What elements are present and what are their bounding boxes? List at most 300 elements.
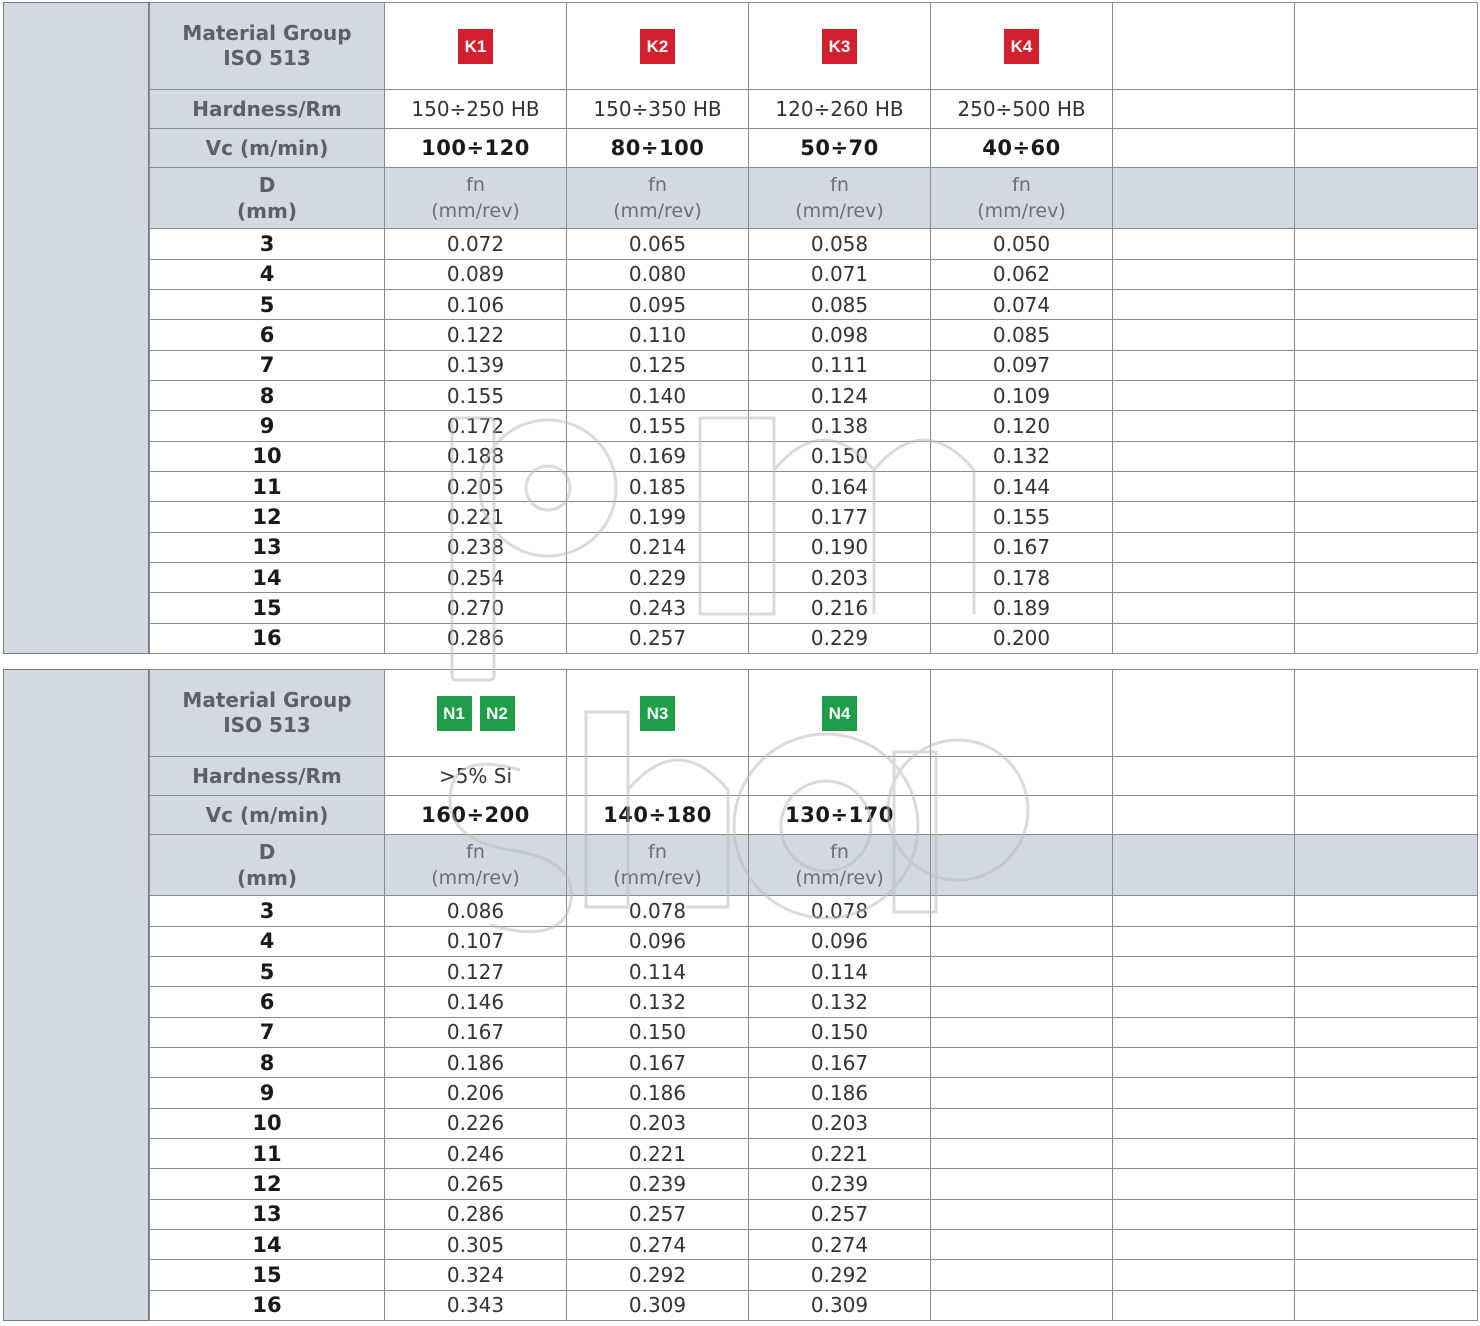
feed-value: 0.085 — [749, 289, 931, 319]
feed-header — [567, 835, 749, 896]
feed-unit: (mm/rev) — [795, 867, 884, 890]
empty-cell — [1113, 896, 1295, 926]
diameter-symbol: D — [258, 840, 276, 865]
empty-cell — [1113, 1169, 1295, 1199]
badge-cell — [385, 670, 567, 757]
feed-value: 0.167 — [749, 1047, 931, 1077]
table-row — [150, 1169, 1478, 1199]
feed-value: 0.106 — [385, 289, 567, 319]
feed-rows-k — [150, 229, 1478, 654]
empty-cell — [931, 1199, 1113, 1229]
feed-value: 0.286 — [385, 623, 567, 653]
diameter-value: 14 — [150, 1229, 385, 1259]
feed-rows-n — [150, 896, 1478, 1321]
empty-cell — [931, 1138, 1113, 1168]
cutting-data-table-n — [3, 669, 1477, 1321]
diameter-header — [150, 168, 385, 229]
feed-value: 0.265 — [385, 1169, 567, 1199]
vc-value: 140÷180 — [567, 796, 749, 835]
table-row — [150, 1260, 1478, 1290]
empty-header-cell — [1295, 168, 1478, 229]
empty-cell — [1113, 1047, 1295, 1077]
empty-cell — [1113, 623, 1295, 653]
material-badge-k3: K3 — [822, 29, 857, 64]
empty-cell — [1295, 1047, 1478, 1077]
feed-header — [749, 835, 931, 896]
feed-value: 0.071 — [749, 259, 931, 289]
feed-value: 0.246 — [385, 1138, 567, 1168]
feed-value: 0.111 — [749, 350, 931, 380]
empty-cell — [1295, 987, 1478, 1017]
feed-value: 0.203 — [567, 1108, 749, 1138]
feed-value: 0.274 — [567, 1229, 749, 1259]
vc-value: 130÷170 — [749, 796, 931, 835]
feed-value: 0.139 — [385, 350, 567, 380]
empty-cell — [1113, 593, 1295, 623]
feed-value: 0.122 — [385, 320, 567, 350]
empty-cell — [931, 1229, 1113, 1259]
vc-value: 40÷60 — [931, 129, 1113, 168]
diameter-value: 3 — [150, 229, 385, 259]
table-row — [150, 1017, 1478, 1047]
feed-value: 0.074 — [931, 289, 1113, 319]
feed-value: 0.221 — [385, 502, 567, 532]
diameter-value: 12 — [150, 1169, 385, 1199]
feed-value: 0.274 — [749, 1229, 931, 1259]
feed-value: 0.343 — [385, 1290, 567, 1320]
feed-value: 0.190 — [749, 532, 931, 562]
empty-cell — [1295, 471, 1478, 501]
empty-cell — [1295, 796, 1478, 835]
empty-cell — [931, 757, 1113, 796]
feed-value: 0.221 — [567, 1138, 749, 1168]
diameter-value: 16 — [150, 1290, 385, 1320]
material-group-label — [150, 670, 385, 757]
feed-value: 0.286 — [385, 1199, 567, 1229]
badge-cell — [931, 3, 1113, 90]
empty-cell — [1113, 411, 1295, 441]
table-row — [150, 259, 1478, 289]
left-sidebar-band — [3, 2, 149, 654]
feed-value: 0.257 — [567, 1199, 749, 1229]
empty-cell — [1113, 1017, 1295, 1047]
empty-cell — [1113, 562, 1295, 592]
vc-value: 100÷120 — [385, 129, 567, 168]
feed-unit: (mm/rev) — [795, 200, 884, 223]
material-group-text: Material Group — [182, 21, 352, 46]
feed-value: 0.150 — [567, 1017, 749, 1047]
empty-cell — [1295, 896, 1478, 926]
empty-cell — [1295, 593, 1478, 623]
feed-value: 0.167 — [385, 1017, 567, 1047]
feed-value: 0.124 — [749, 380, 931, 410]
empty-header-cell — [931, 835, 1113, 896]
feed-symbol: fn — [648, 841, 667, 864]
empty-cell — [1113, 1108, 1295, 1138]
empty-cell — [1113, 380, 1295, 410]
hardness-value: >5% Si — [385, 757, 567, 796]
feed-value: 0.254 — [385, 562, 567, 592]
feed-value: 0.114 — [567, 956, 749, 986]
feed-value: 0.146 — [385, 987, 567, 1017]
feed-value: 0.186 — [385, 1047, 567, 1077]
material-badge-n2: N2 — [480, 696, 515, 731]
empty-cell — [1295, 502, 1478, 532]
material-badge-n3: N3 — [640, 696, 675, 731]
empty-cell — [1113, 1199, 1295, 1229]
empty-cell — [931, 956, 1113, 986]
empty-cell — [1295, 532, 1478, 562]
hardness-value: 120÷260 HB — [749, 90, 931, 129]
badge-cell — [567, 3, 749, 90]
hardness-row — [150, 90, 1478, 129]
feed-value: 0.257 — [567, 623, 749, 653]
empty-cell — [1295, 623, 1478, 653]
feed-value: 0.144 — [931, 471, 1113, 501]
empty-cell — [1113, 350, 1295, 380]
feed-value: 0.110 — [567, 320, 749, 350]
feed-value: 0.114 — [749, 956, 931, 986]
table-row — [150, 1108, 1478, 1138]
cutting-data-table-k — [3, 2, 1477, 654]
diameter-value: 5 — [150, 956, 385, 986]
material-badge-n1: N1 — [437, 696, 472, 731]
empty-cell — [1295, 956, 1478, 986]
feed-value: 0.239 — [749, 1169, 931, 1199]
feed-unit: (mm/rev) — [613, 200, 702, 223]
feed-value: 0.097 — [931, 350, 1113, 380]
diameter-value: 8 — [150, 380, 385, 410]
empty-cell — [1295, 1169, 1478, 1199]
feed-header — [931, 168, 1113, 229]
feed-value: 0.238 — [385, 532, 567, 562]
feed-value: 0.172 — [385, 411, 567, 441]
unit-header-row — [150, 835, 1478, 896]
feed-value: 0.257 — [749, 1199, 931, 1229]
empty-cell — [1295, 757, 1478, 796]
table-row — [150, 1047, 1478, 1077]
diameter-value: 10 — [150, 1108, 385, 1138]
empty-cell — [1113, 1260, 1295, 1290]
feed-header — [385, 168, 567, 229]
empty-cell — [749, 757, 931, 796]
empty-cell — [1113, 956, 1295, 986]
empty-cell — [1295, 229, 1478, 259]
iso-513-text: ISO 513 — [223, 713, 311, 738]
empty-cell — [1113, 987, 1295, 1017]
feed-value: 0.086 — [385, 896, 567, 926]
table-row — [150, 289, 1478, 319]
feed-value: 0.324 — [385, 1260, 567, 1290]
diameter-value: 16 — [150, 623, 385, 653]
badge-cell — [749, 3, 931, 90]
table-row — [150, 896, 1478, 926]
empty-cell — [1113, 90, 1295, 129]
table-row — [150, 956, 1478, 986]
feed-value: 0.203 — [749, 562, 931, 592]
diameter-unit: (mm) — [237, 866, 297, 891]
feed-value: 0.221 — [749, 1138, 931, 1168]
feed-value: 0.062 — [931, 259, 1113, 289]
feed-value: 0.239 — [567, 1169, 749, 1199]
diameter-value: 9 — [150, 411, 385, 441]
feed-value: 0.167 — [567, 1047, 749, 1077]
empty-cell — [1295, 259, 1478, 289]
diameter-value: 14 — [150, 562, 385, 592]
vc-label: Vc (m/min) — [150, 129, 385, 168]
badge-cell — [749, 670, 931, 757]
feed-value: 0.216 — [749, 593, 931, 623]
feed-value: 0.199 — [567, 502, 749, 532]
empty-cell — [931, 1108, 1113, 1138]
empty-cell — [1295, 1260, 1478, 1290]
empty-cell — [1295, 129, 1478, 168]
feed-value: 0.214 — [567, 532, 749, 562]
feed-value: 0.169 — [567, 441, 749, 471]
empty-cell — [931, 670, 1113, 757]
empty-cell — [931, 1169, 1113, 1199]
feed-value: 0.200 — [931, 623, 1113, 653]
feed-value: 0.178 — [931, 562, 1113, 592]
feed-value: 0.140 — [567, 380, 749, 410]
feed-value: 0.089 — [385, 259, 567, 289]
feed-value: 0.127 — [385, 956, 567, 986]
feed-unit: (mm/rev) — [977, 200, 1066, 223]
feed-value: 0.270 — [385, 593, 567, 623]
empty-cell — [931, 926, 1113, 956]
feed-value: 0.185 — [567, 471, 749, 501]
feed-value: 0.065 — [567, 229, 749, 259]
feed-value: 0.309 — [749, 1290, 931, 1320]
material-group-row — [150, 3, 1478, 90]
feed-value: 0.132 — [749, 987, 931, 1017]
table-row — [150, 471, 1478, 501]
hardness-value: 250÷500 HB — [931, 90, 1113, 129]
table-row — [150, 987, 1478, 1017]
feed-value: 0.150 — [749, 1017, 931, 1047]
table-row — [150, 1138, 1478, 1168]
feed-value: 0.229 — [749, 623, 931, 653]
empty-cell — [1113, 320, 1295, 350]
empty-cell — [1295, 1138, 1478, 1168]
feed-value: 0.164 — [749, 471, 931, 501]
feed-value: 0.309 — [567, 1290, 749, 1320]
feed-value: 0.186 — [749, 1078, 931, 1108]
feed-value: 0.078 — [749, 896, 931, 926]
feed-value: 0.132 — [931, 441, 1113, 471]
material-badge-k2: K2 — [640, 29, 675, 64]
table-row — [150, 411, 1478, 441]
feed-value: 0.078 — [567, 896, 749, 926]
table-row — [150, 623, 1478, 653]
diameter-symbol: D — [258, 173, 276, 198]
table-row — [150, 380, 1478, 410]
diameter-value: 9 — [150, 1078, 385, 1108]
empty-cell — [1113, 796, 1295, 835]
empty-header-cell — [1113, 835, 1295, 896]
table-row — [150, 229, 1478, 259]
hardness-value: 150÷350 HB — [567, 90, 749, 129]
empty-cell — [1113, 471, 1295, 501]
material-group-text: Material Group — [182, 688, 352, 713]
empty-cell — [931, 1017, 1113, 1047]
feed-value: 0.120 — [931, 411, 1113, 441]
diameter-value: 8 — [150, 1047, 385, 1077]
feed-table-n — [149, 669, 1478, 1321]
material-badge-k1: K1 — [458, 29, 493, 64]
diameter-value: 13 — [150, 532, 385, 562]
table-row — [150, 593, 1478, 623]
feed-value: 0.189 — [931, 593, 1113, 623]
diameter-value: 11 — [150, 1138, 385, 1168]
diameter-value: 4 — [150, 926, 385, 956]
empty-cell — [1113, 1138, 1295, 1168]
feed-symbol: fn — [1012, 174, 1031, 197]
feed-value: 0.205 — [385, 471, 567, 501]
empty-cell — [1113, 129, 1295, 168]
table-row — [150, 1078, 1478, 1108]
empty-cell — [1295, 670, 1478, 757]
iso-513-text: ISO 513 — [223, 46, 311, 71]
empty-cell — [1295, 1229, 1478, 1259]
feed-value: 0.229 — [567, 562, 749, 592]
material-badge-n4: N4 — [822, 696, 857, 731]
empty-cell — [567, 757, 749, 796]
feed-value: 0.243 — [567, 593, 749, 623]
empty-cell — [1113, 3, 1295, 90]
diameter-value: 11 — [150, 471, 385, 501]
empty-cell — [931, 1290, 1113, 1320]
vc-value: 80÷100 — [567, 129, 749, 168]
empty-cell — [1295, 926, 1478, 956]
hardness-row — [150, 757, 1478, 796]
empty-cell — [1113, 926, 1295, 956]
feed-value: 0.226 — [385, 1108, 567, 1138]
feed-value: 0.098 — [749, 320, 931, 350]
empty-cell — [1295, 1108, 1478, 1138]
table-row — [150, 320, 1478, 350]
feed-symbol: fn — [830, 841, 849, 864]
diameter-value: 13 — [150, 1199, 385, 1229]
empty-cell — [1113, 1290, 1295, 1320]
empty-cell — [931, 987, 1113, 1017]
left-sidebar-band — [3, 669, 149, 1321]
feed-value: 0.155 — [931, 502, 1113, 532]
table-row — [150, 1290, 1478, 1320]
feed-value: 0.080 — [567, 259, 749, 289]
empty-cell — [931, 1260, 1113, 1290]
feed-unit: (mm/rev) — [431, 867, 520, 890]
empty-cell — [1295, 289, 1478, 319]
empty-cell — [1295, 1290, 1478, 1320]
empty-cell — [1295, 562, 1478, 592]
empty-cell — [1113, 1229, 1295, 1259]
diameter-value: 4 — [150, 259, 385, 289]
table-row — [150, 1199, 1478, 1229]
empty-cell — [1295, 320, 1478, 350]
feed-value: 0.058 — [749, 229, 931, 259]
empty-cell — [1113, 670, 1295, 757]
empty-cell — [1113, 289, 1295, 319]
feed-value: 0.096 — [749, 926, 931, 956]
empty-cell — [1295, 3, 1478, 90]
feed-value: 0.292 — [749, 1260, 931, 1290]
feed-value: 0.186 — [567, 1078, 749, 1108]
empty-cell — [1113, 1078, 1295, 1108]
empty-header-cell — [1113, 168, 1295, 229]
feed-header — [749, 168, 931, 229]
vc-label: Vc (m/min) — [150, 796, 385, 835]
feed-value: 0.085 — [931, 320, 1113, 350]
empty-cell — [1295, 1078, 1478, 1108]
vc-row — [150, 129, 1478, 168]
table-row — [150, 441, 1478, 471]
feed-value: 0.095 — [567, 289, 749, 319]
feed-value: 0.107 — [385, 926, 567, 956]
diameter-value: 10 — [150, 441, 385, 471]
table-row — [150, 532, 1478, 562]
table-row — [150, 502, 1478, 532]
feed-unit: (mm/rev) — [431, 200, 520, 223]
diameter-value: 7 — [150, 1017, 385, 1047]
hardness-label: Hardness/Rm — [150, 90, 385, 129]
empty-cell — [931, 896, 1113, 926]
badge-cell — [385, 3, 567, 90]
feed-value: 0.188 — [385, 441, 567, 471]
feed-value: 0.292 — [567, 1260, 749, 1290]
badge-cell — [567, 670, 749, 757]
feed-symbol: fn — [830, 174, 849, 197]
feed-value: 0.305 — [385, 1229, 567, 1259]
unit-header-row — [150, 168, 1478, 229]
diameter-value: 7 — [150, 350, 385, 380]
empty-cell — [1113, 259, 1295, 289]
table-row — [150, 926, 1478, 956]
empty-cell — [1113, 757, 1295, 796]
feed-value: 0.132 — [567, 987, 749, 1017]
diameter-value: 15 — [150, 1260, 385, 1290]
diameter-value: 6 — [150, 320, 385, 350]
diameter-header — [150, 835, 385, 896]
table-row — [150, 350, 1478, 380]
material-badge-k4: K4 — [1004, 29, 1039, 64]
diameter-value: 12 — [150, 502, 385, 532]
diameter-value: 6 — [150, 987, 385, 1017]
empty-cell — [1113, 532, 1295, 562]
feed-value: 0.109 — [931, 380, 1113, 410]
feed-symbol: fn — [466, 174, 485, 197]
vc-row — [150, 796, 1478, 835]
empty-cell — [1295, 411, 1478, 441]
empty-cell — [1295, 441, 1478, 471]
empty-cell — [1295, 1199, 1478, 1229]
empty-cell — [1113, 502, 1295, 532]
feed-value: 0.096 — [567, 926, 749, 956]
diameter-unit: (mm) — [237, 199, 297, 224]
empty-cell — [931, 1047, 1113, 1077]
vc-value: 50÷70 — [749, 129, 931, 168]
empty-cell — [1295, 90, 1478, 129]
empty-cell — [1295, 350, 1478, 380]
feed-value: 0.177 — [749, 502, 931, 532]
empty-header-cell — [1295, 835, 1478, 896]
feed-value: 0.150 — [749, 441, 931, 471]
feed-value: 0.203 — [749, 1108, 931, 1138]
feed-value: 0.050 — [931, 229, 1113, 259]
material-group-row — [150, 670, 1478, 757]
feed-value: 0.155 — [385, 380, 567, 410]
material-group-label — [150, 3, 385, 90]
